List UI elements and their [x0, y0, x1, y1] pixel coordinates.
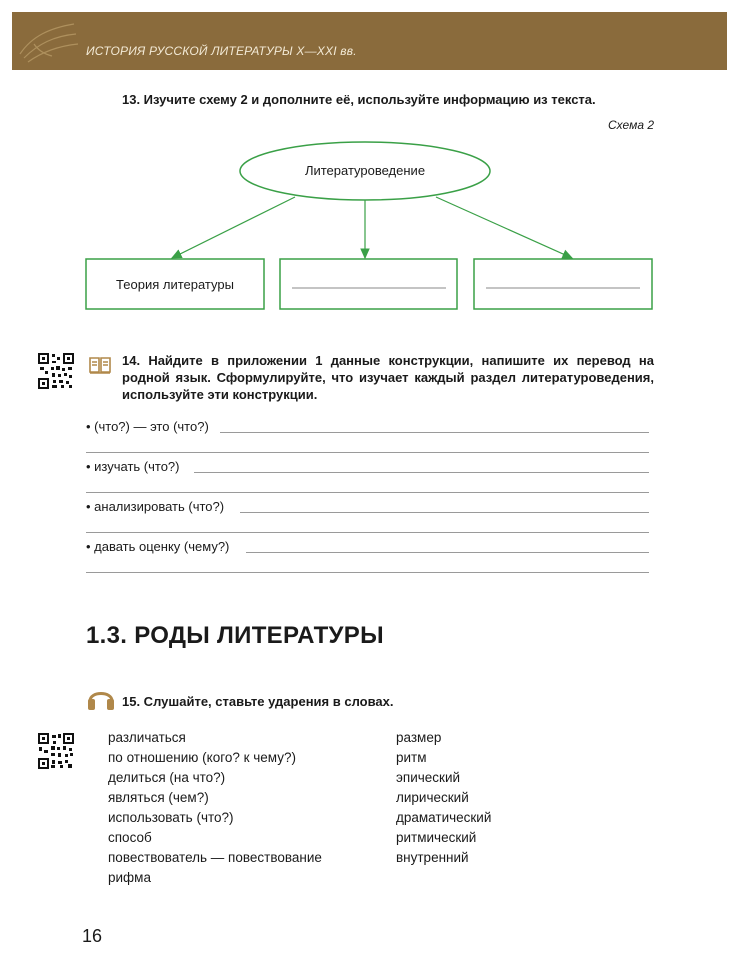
word-item: ритмический: [396, 830, 477, 845]
word-item: по отношению (кого? к чему?): [108, 750, 296, 765]
construction-label-1: • (что?) — это (что?): [86, 419, 213, 434]
arrow-left: [172, 197, 295, 258]
word-item: ритм: [396, 750, 427, 765]
construction-label-3: • анализировать (что?): [86, 499, 228, 514]
child-node-label-1: Теория литературы: [116, 277, 234, 292]
word-item: эпический: [396, 770, 461, 785]
child-node-box-3[interactable]: [474, 259, 652, 309]
root-node-label: Литературоведение: [304, 163, 426, 178]
answer-line[interactable]: [86, 452, 649, 453]
word-list-right: [396, 728, 491, 868]
qr-code-icon[interactable]: [38, 353, 74, 389]
word-item: повествователь — повествование: [108, 850, 322, 865]
word-item: способ: [108, 830, 152, 845]
scheme-diagram: [0, 0, 738, 330]
scheme-label: Схема 2: [608, 118, 654, 132]
answer-line[interactable]: [194, 472, 649, 473]
word-item: делиться (на что?): [108, 770, 226, 785]
book-icon: [88, 355, 112, 375]
page-number: 16: [82, 926, 103, 946]
answer-line[interactable]: [86, 532, 649, 533]
construction-label-4: • давать оценку (чему?): [86, 539, 233, 554]
arrow-right: [436, 197, 572, 258]
answer-line[interactable]: [240, 512, 649, 513]
word-item: размер: [396, 730, 442, 745]
word-item: различаться: [108, 730, 186, 745]
child-node-box-2[interactable]: [280, 259, 457, 309]
task-14-title: 14. Найдите в приложении 1 данные конструкции, напишите их перевод на родной язык. Сформулируйте, что изучает каждый раздел литературоведения, используйте эти конструкции.: [122, 353, 654, 402]
answer-line[interactable]: [86, 492, 649, 493]
task-13-title: 13. Изучите схему 2 и дополните её, используйте информацию из текста.: [122, 92, 596, 107]
answer-line[interactable]: [220, 432, 649, 433]
construction-label-2: • изучать (что?): [86, 459, 184, 474]
answer-line[interactable]: [246, 552, 649, 553]
word-item: использовать (что?): [108, 810, 234, 825]
word-item: лирический: [396, 790, 469, 805]
word-list-left: [108, 728, 322, 888]
section-title: 1.3. РОДЫ ЛИТЕРАТУРЫ: [86, 622, 384, 649]
task-15-title: 15. Слушайте, ставьте ударения в словах.: [122, 694, 394, 709]
word-item: внутренний: [396, 850, 469, 865]
answer-line[interactable]: [86, 572, 649, 573]
headphones-icon[interactable]: [86, 683, 116, 713]
qr-code-icon[interactable]: [38, 733, 74, 769]
word-item: драматический: [396, 810, 492, 825]
running-header-title: ИСТОРИЯ РУССКОЙ ЛИТЕРАТУРЫ X—XXI вв.: [86, 44, 357, 58]
word-item: рифма: [108, 870, 151, 885]
word-item: являться (чем?): [108, 790, 209, 805]
